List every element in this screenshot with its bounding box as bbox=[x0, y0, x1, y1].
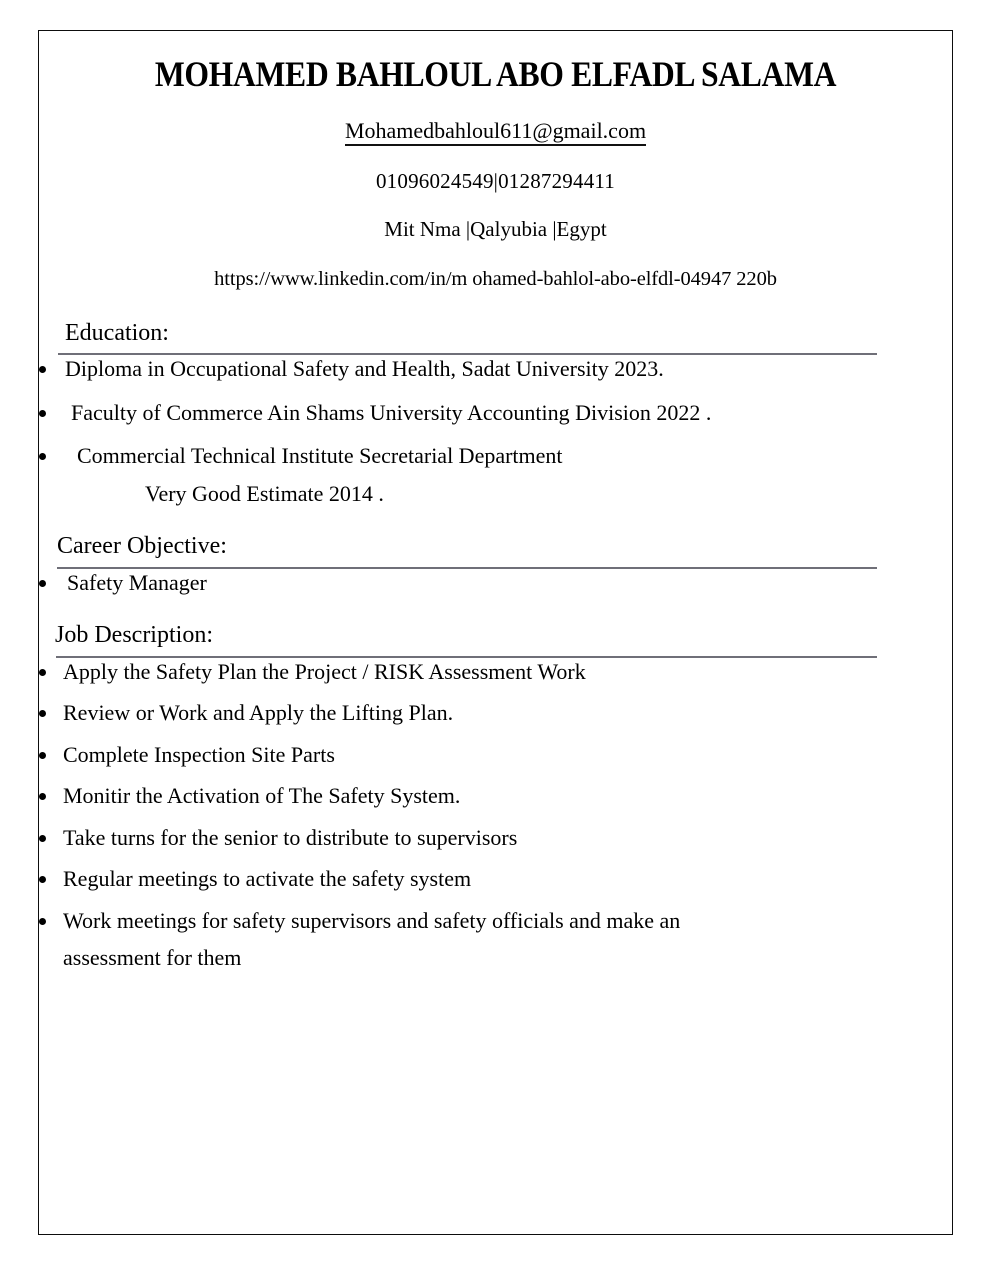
section-heading-career-objective: Career Objective: bbox=[57, 533, 227, 560]
contact-phone: 01096024549|01287294411 bbox=[375, 168, 616, 193]
section-career-objective bbox=[39, 533, 952, 596]
job-description-list bbox=[39, 658, 952, 972]
page-title: MOHAMED BAHLOUL ABO ELFADL SALAMA bbox=[154, 54, 837, 94]
list-item-line1: Work meetings for safety supervisors and safety officials and make an bbox=[63, 907, 681, 933]
list-item-line2: assessment for them bbox=[63, 945, 242, 971]
list-item: Safety Manager bbox=[39, 569, 952, 597]
resume-page bbox=[38, 30, 953, 1235]
list-item: Take turns for the senior to distribute to supervisors bbox=[39, 824, 952, 852]
list-item: Commercial Technical Institute Secretarial Department bbox=[39, 442, 952, 470]
contact-location: Mit Nma |Qalyubia |Egypt bbox=[384, 216, 607, 241]
section-job-description bbox=[39, 622, 952, 972]
education-item-continuation: Very Good Estimate 2014 . bbox=[145, 480, 384, 506]
contact-email bbox=[39, 118, 952, 144]
resume-content bbox=[39, 54, 952, 1235]
list-item: Regular meetings to activate the safety system bbox=[39, 865, 952, 893]
list-item: Faculty of Commerce Ain Shams University Accounting Division 2022 . bbox=[39, 399, 952, 427]
contact-linkedin-url: https://www.linkedin.com/in/m ohamed-bahlol-abo-elfdl-04947 220b bbox=[214, 268, 777, 291]
list-item: Review or Work and Apply the Lifting Plan. bbox=[39, 699, 952, 727]
career-objective-list bbox=[39, 569, 952, 597]
list-item: Complete Inspection Site Parts bbox=[39, 741, 952, 769]
contact-email-text: Mohamedbahloul611@gmail.com bbox=[345, 118, 646, 146]
section-heading-job-description: Job Description: bbox=[55, 622, 213, 649]
list-item: Monitir the Activation of The Safety System. bbox=[39, 782, 952, 810]
section-heading-education: Education: bbox=[65, 319, 169, 346]
list-item: Apply the Safety Plan the Project / RISK Assessment Work bbox=[39, 658, 952, 686]
education-list bbox=[39, 355, 952, 470]
section-education bbox=[39, 320, 952, 508]
list-item: Diploma in Occupational Safety and Health, Sadat University 2023. bbox=[39, 355, 952, 383]
list-item bbox=[39, 907, 952, 972]
